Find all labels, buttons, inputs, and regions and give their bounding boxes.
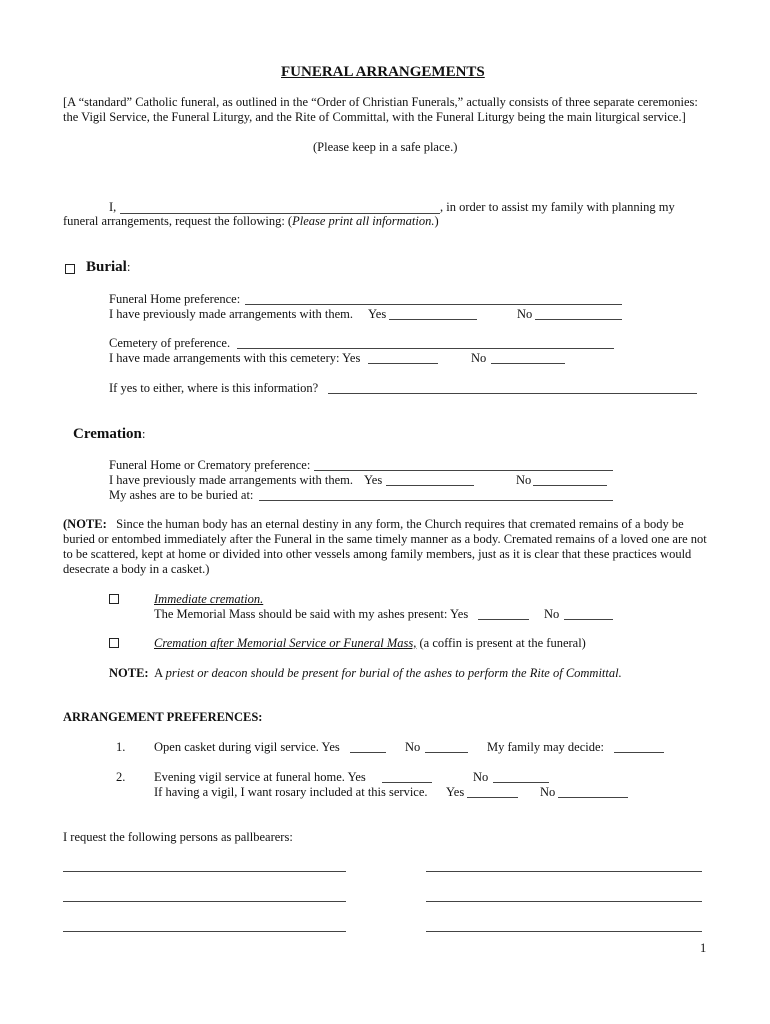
arrangements-item1-num: 1.	[116, 740, 126, 754]
cremation-option1-no-line[interactable]	[564, 619, 613, 620]
burial-funeral-home-line[interactable]	[245, 304, 622, 305]
arrangements-item2-no-label: No	[473, 770, 489, 784]
cremation-heading	[73, 426, 146, 443]
request-i-label: I,	[109, 200, 117, 214]
cremation-option2-checkbox[interactable]	[109, 638, 119, 648]
cremation-option1-title: Immediate cremation.	[154, 592, 264, 606]
cremation-note2-text: priest or deacon should be present for burial of the ashes to perform the Rite of Committal.	[165, 666, 622, 680]
arrangements-item1-decide-label: My family may decide:	[487, 740, 604, 754]
cremation-heading-colon: :	[141, 426, 146, 441]
pallbearer-line-6[interactable]	[426, 931, 702, 932]
cremation-note-text: Since the human body has an eternal destiny in any form, the Church requires that cremated remains of a body be buried or entombed immediately after the Funeral in the same timely manner as a body. Cremated remains of a loved one are not to be scattered, kept at home or divided into other vessels among family members, just as it is clear that these practices would desecrate a body in a casket.)	[63, 517, 707, 576]
arrangements-item1-text: Open casket during vigil service. Yes	[154, 740, 340, 754]
cremation-crematory-label: Funeral Home or Crematory preference:	[109, 458, 311, 472]
arrangements-item2b-text: If having a vigil, I want rosary included at this service.	[154, 785, 428, 799]
burial-cemetery-label: Cemetery of preference.	[109, 336, 231, 350]
burial-cemetery-arrangements-label: I have made arrangements with this cemetery: Yes	[109, 351, 361, 365]
pallbearer-line-1[interactable]	[63, 871, 346, 872]
cremation-prev-yes-line[interactable]	[386, 485, 474, 486]
burial-cemetery-line[interactable]	[237, 348, 614, 349]
arrangements-item1-no-line[interactable]	[425, 752, 468, 753]
burial-cemetery-no-label: No	[471, 351, 487, 365]
cremation-heading-text: Cremation	[73, 426, 142, 442]
request-continuation: , in order to assist my family with planning my	[440, 200, 675, 214]
pallbearer-line-3[interactable]	[63, 901, 346, 902]
arrangements-item1-yes-line[interactable]	[350, 752, 386, 753]
cremation-prev-no-label: No	[516, 473, 532, 487]
pallbearer-line-5[interactable]	[63, 931, 346, 932]
pallbearer-line-2[interactable]	[426, 871, 702, 872]
page-number: 1	[700, 941, 707, 955]
arrangements-item2b-yes-line[interactable]	[467, 797, 518, 798]
arrangements-item2-text: Evening vigil service at funeral home. Yes	[154, 770, 366, 784]
arrangements-item2b-no-label: No	[540, 785, 556, 799]
cremation-option2-title: Cremation after Memorial Service or Funeral Mass,	[154, 636, 417, 650]
burial-cemetery-yes-line[interactable]	[368, 363, 438, 364]
cremation-note2-label: NOTE:	[109, 666, 149, 680]
cremation-note	[63, 517, 713, 577]
arrangements-item2-no-line[interactable]	[493, 782, 549, 783]
request-line2-italic: Please print all information.	[292, 214, 435, 228]
cremation-ashes-buried-label: My ashes are to be buried at:	[109, 488, 254, 502]
burial-where-info-line[interactable]	[328, 393, 697, 394]
burial-funeral-home-label: Funeral Home preference:	[109, 292, 241, 306]
burial-prev-yes-line[interactable]	[389, 319, 477, 320]
cremation-option2	[154, 636, 586, 651]
cremation-prev-no-line[interactable]	[533, 485, 607, 486]
burial-cemetery-no-line[interactable]	[491, 363, 565, 364]
request-line2	[63, 214, 439, 229]
cremation-ashes-buried-line[interactable]	[259, 500, 613, 501]
burial-checkbox[interactable]	[65, 264, 75, 274]
request-line2-end: )	[434, 214, 439, 228]
cremation-option1-text: The Memorial Mass should be said with my ashes present: Yes	[154, 607, 469, 621]
burial-where-info-label: If yes to either, where is this information?	[109, 381, 319, 395]
cremation-note2-a: A	[154, 666, 163, 680]
page-title: FUNERAL ARRANGEMENTS	[281, 64, 485, 80]
arrangements-item2b-no-line[interactable]	[558, 797, 628, 798]
cremation-option2-text: (a coffin is present at the funeral)	[419, 636, 586, 650]
cremation-prev-yes-label: Yes	[364, 473, 383, 487]
cremation-prev-arrangements-label: I have previously made arrangements with them.	[109, 473, 354, 487]
arrangements-heading: ARRANGEMENT PREFERENCES:	[63, 710, 263, 724]
keep-safe-note: (Please keep in a safe place.)	[313, 140, 458, 154]
burial-prev-no-line[interactable]	[535, 319, 622, 320]
cremation-option1-yes-line[interactable]	[478, 619, 529, 620]
pallbearers-label: I request the following persons as pallbearers:	[63, 830, 293, 844]
cremation-note2	[109, 666, 622, 681]
cremation-option1-checkbox[interactable]	[109, 594, 119, 604]
cremation-option1-no-label: No	[544, 607, 560, 621]
burial-heading	[86, 259, 130, 276]
burial-heading-text: Burial	[86, 259, 127, 275]
arrangements-item2-yes-line[interactable]	[382, 782, 432, 783]
burial-heading-colon: :	[126, 259, 131, 274]
burial-prev-no-label: No	[517, 307, 533, 321]
arrangements-item2-num: 2.	[116, 770, 126, 784]
arrangements-item1-no-label: No	[405, 740, 421, 754]
cremation-crematory-line[interactable]	[314, 470, 613, 471]
intro-text: [A “standard” Catholic funeral, as outlined in the “Order of Christian Funerals,” actually consists of three separate ceremonies: the Vigil Service, the Funeral Liturgy, and the Rite of Committal, with the Funeral Liturgy being the main liturgical service.]	[63, 95, 698, 124]
request-line2-text: funeral arrangements, request the following: (	[63, 214, 293, 228]
arrangements-item1-decide-line[interactable]	[614, 752, 664, 753]
burial-prev-arrangements-label: I have previously made arrangements with them.	[109, 307, 354, 321]
arrangements-item2b-yes-label: Yes	[446, 785, 465, 799]
pallbearer-line-4[interactable]	[426, 901, 702, 902]
cremation-note-label: (NOTE:	[63, 517, 107, 531]
burial-prev-yes-label: Yes	[368, 307, 387, 321]
